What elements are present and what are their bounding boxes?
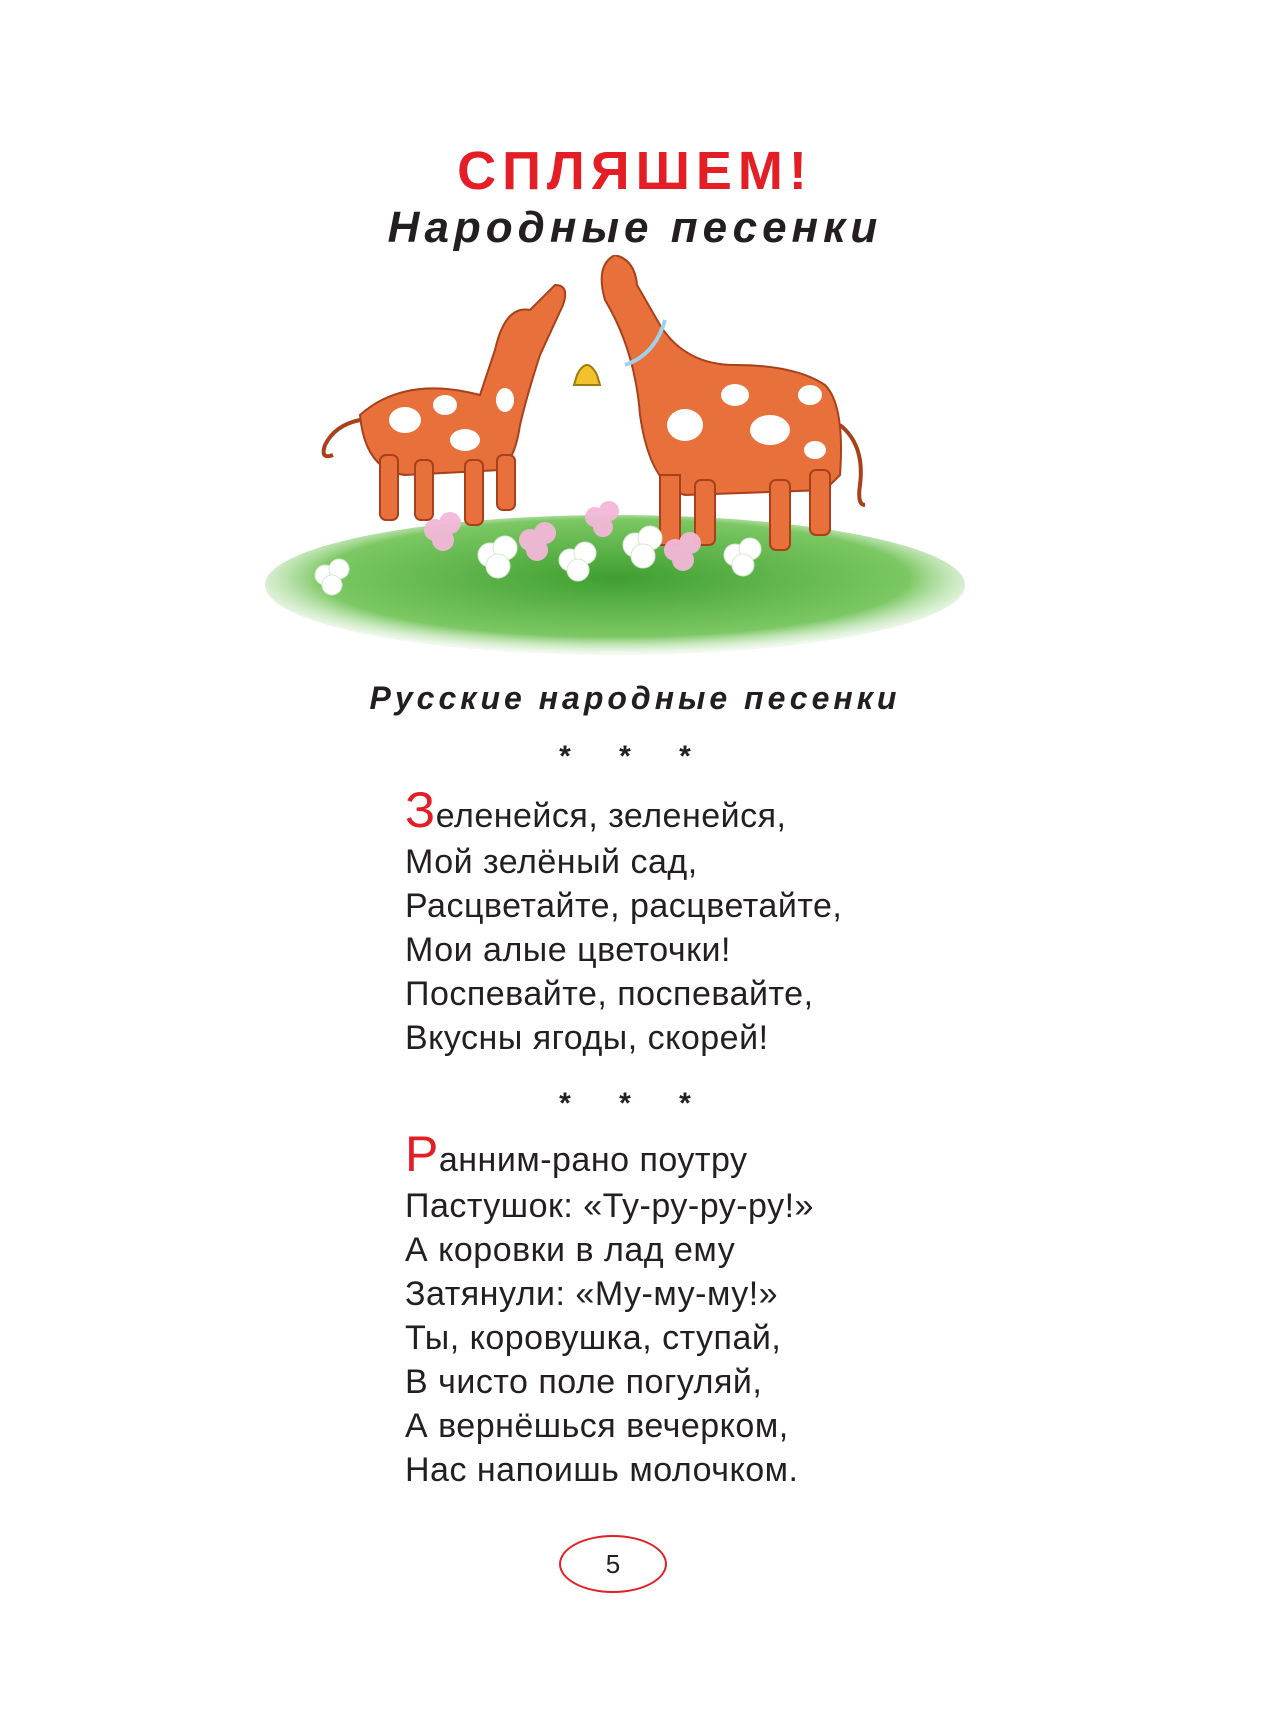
poem-2 (405, 1126, 814, 1492)
poem-line: Мой зелёный сад, (405, 843, 698, 881)
poem-line: А коровки в лад ему (405, 1231, 736, 1269)
poem-line: Вкусны ягоды, скорей! (405, 1019, 769, 1057)
poem-line: Мои алые цветочки! (405, 931, 731, 969)
drop-cap: З (405, 782, 436, 838)
poem-line: Зеленейся, зеленейся, (405, 782, 787, 838)
poem-line: Пастушок: «Ту-ру-ру-ру!» (405, 1187, 814, 1225)
page-number: 5 (559, 1535, 667, 1593)
page-title: СПЛЯШЕМ! (457, 141, 813, 201)
poem-line: Ты, коровушка, ступай, (405, 1319, 782, 1357)
drop-cap: Р (405, 1126, 439, 1182)
two-cows-on-meadow-icon (265, 255, 965, 655)
poem-1 (405, 782, 843, 1060)
poem-line: В чисто поле погуляй, (405, 1363, 763, 1401)
poem-line: А вернёшься вечерком, (405, 1407, 789, 1445)
poem-line: Нас напоишь молочком. (405, 1451, 799, 1489)
stanza-separator: * * * (559, 740, 711, 773)
page-subtitle: Народные песенки (387, 203, 883, 252)
stanza-separator: * * * (559, 1087, 711, 1120)
poem-line: Поспевайте, поспевайте, (405, 975, 814, 1013)
poem-line: Расцветайте, расцветайте, (405, 887, 843, 925)
poem-line: Затянули: «Му-му-му!» (405, 1275, 779, 1313)
poem-line: Ранним-рано поутру (405, 1126, 748, 1182)
section-heading: Русские народные песенки (369, 680, 901, 716)
